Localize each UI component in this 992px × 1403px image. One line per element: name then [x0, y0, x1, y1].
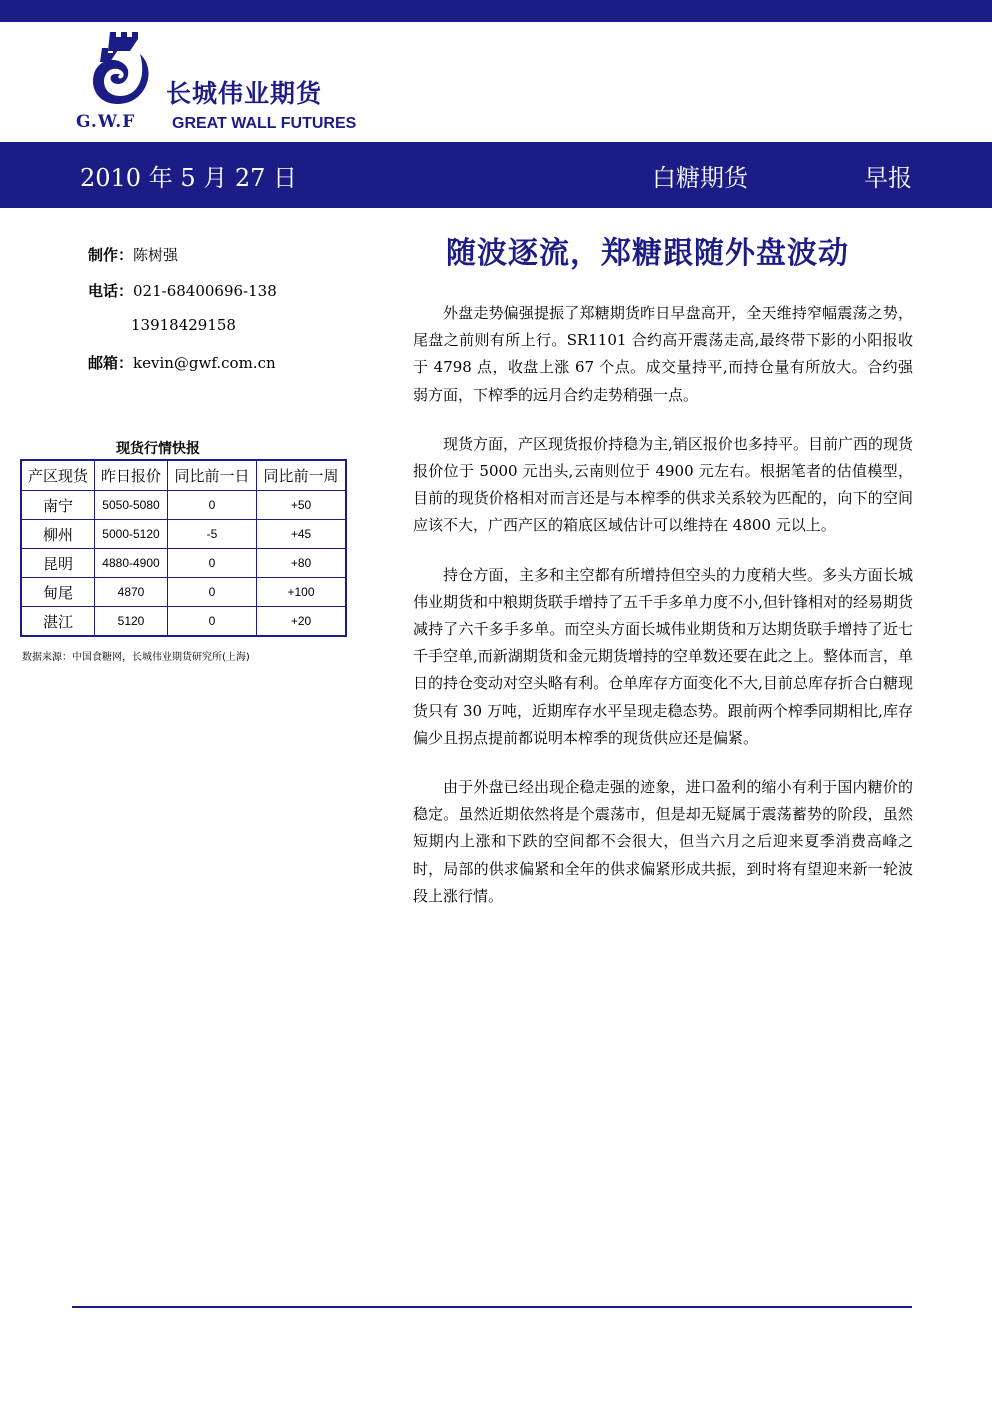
region-cell: 昆明	[21, 549, 95, 578]
author-label: 制作：	[88, 246, 134, 264]
week-change-cell: +45	[257, 520, 347, 549]
company-logo	[74, 30, 364, 134]
day-change-cell: 0	[168, 578, 257, 607]
logo-abbreviation: G.W.F	[76, 112, 136, 132]
column-header: 产区现货	[21, 460, 95, 491]
table-row	[21, 520, 346, 549]
region-cell: 甸尾	[21, 578, 95, 607]
footer-divider	[72, 1306, 912, 1308]
table-row	[21, 578, 346, 607]
day-change-cell: 0	[168, 607, 257, 637]
region-cell: 南宁	[21, 491, 95, 520]
day-change-cell: 0	[168, 549, 257, 578]
column-header: 同比前一周	[257, 460, 347, 491]
day-change-cell: -5	[168, 520, 257, 549]
day-change-cell: 0	[168, 491, 257, 520]
region-cell: 柳州	[21, 520, 95, 549]
article-paragraph: 持仓方面，主多和主空都有所增持但空头的力度稍大些。多头方面长城伟业期货和中粮期货联手增持了五千手多单力度不小,但针锋相对的经易期货减持了六千多手多单。而空头方面长城伟业期货和万达期货联手增持了近七千手空单,而新湖期货和金元期货增持的空单数还要在此之上。整体而言，单日的持仓变动对空头略有利。仓单库存方面变化不大,目前总库存折合白糖现货只有 30 万吨，近期库存水平呈现走稳态势。跟前两个榨季同期相比,库存偏少且拐点提前都说明本榨季的现货供应还是偏紧。	[413, 565, 913, 747]
region-cell: 湛江	[21, 607, 95, 637]
great-wall-swirl-icon	[88, 30, 154, 110]
report-type: 早报	[864, 164, 912, 192]
spot-quote-table	[20, 459, 347, 637]
email-line	[88, 352, 276, 373]
price-cell: 5050-5080	[95, 491, 168, 520]
report-title-bar	[0, 142, 992, 208]
author-name: 陈树强	[133, 246, 179, 264]
mobile-line	[131, 316, 236, 334]
author-line	[88, 244, 178, 265]
report-product: 白糖期货	[652, 164, 748, 192]
email-label: 邮箱：	[88, 354, 134, 372]
table-row	[21, 491, 346, 520]
price-cell: 5000-5120	[95, 520, 168, 549]
table-header-row	[21, 460, 346, 491]
data-source-note: 数据来源：中国食糖网，长城伟业期货研究所(上海)	[22, 652, 250, 663]
week-change-cell: +80	[257, 549, 347, 578]
article-paragraph: 现货方面，产区现货报价持稳为主,销区报价也多持平。目前广西的现货报价位于 5000 元出头,云南则位于 4900 元左右。根据笔者的估值模型，目前的现货价格相对而言还是与本榨季的供求关系较为匹配的，向下的空间应该不大，广西产区的箱底区域估计可以维持在 4800 元以上。	[413, 434, 913, 535]
price-cell: 4870	[95, 578, 168, 607]
price-cell: 5120	[95, 607, 168, 637]
email-address: kevin@gwf.com.cn	[133, 354, 276, 372]
phone-number: 021-68400696-138	[133, 282, 277, 300]
phone-label: 电话：	[88, 282, 134, 300]
quote-table-title: 现货行情快报	[116, 441, 200, 457]
logo-english-name: GREAT WALL FUTURES	[172, 115, 357, 132]
week-change-cell: +100	[257, 578, 347, 607]
report-date: 2010 年 5 月 27 日	[80, 164, 298, 192]
article-paragraph: 由于外盘已经出现企稳走强的迹象，进口盈利的缩小有利于国内糖价的稳定。虽然近期依然将是个震荡市，但是却无疑属于震荡蓄势的阶段，虽然短期内上涨和下跌的空间都不会很大，但当六月之后迎来夏季消费高峰之时，局部的供求偏紧和全年的供求偏紧形成共振，到时将有望迎来新一轮波段上涨行情。	[413, 778, 913, 905]
price-cell: 4880-4900	[95, 549, 168, 578]
week-change-cell: +20	[257, 607, 347, 637]
phone-line	[88, 280, 277, 301]
table-row	[21, 607, 346, 637]
table-row	[21, 549, 346, 578]
article-headline: 随波逐流，郑糖跟随外盘波动	[446, 236, 849, 271]
article-paragraph: 外盘走势偏强提振了郑糖期货昨日早盘高开，全天维持窄幅震荡之势，尾盘之前则有所上行。SR1101 合约高开震荡走高,最终带下影的小阳报收于 4798 点，收盘上涨 67 个点。成交量持平,而持仓量有所放大。合约强弱方面，下榨季的远月合约走势稍强一点。	[413, 304, 913, 404]
column-header: 昨日报价	[95, 460, 168, 491]
logo-chinese-name: 长城伟业期货	[166, 79, 323, 108]
column-header: 同比前一日	[168, 460, 257, 491]
mobile-number: 13918429158	[131, 316, 236, 334]
article-body	[413, 300, 913, 932]
top-bar	[0, 0, 992, 22]
week-change-cell: +50	[257, 491, 347, 520]
